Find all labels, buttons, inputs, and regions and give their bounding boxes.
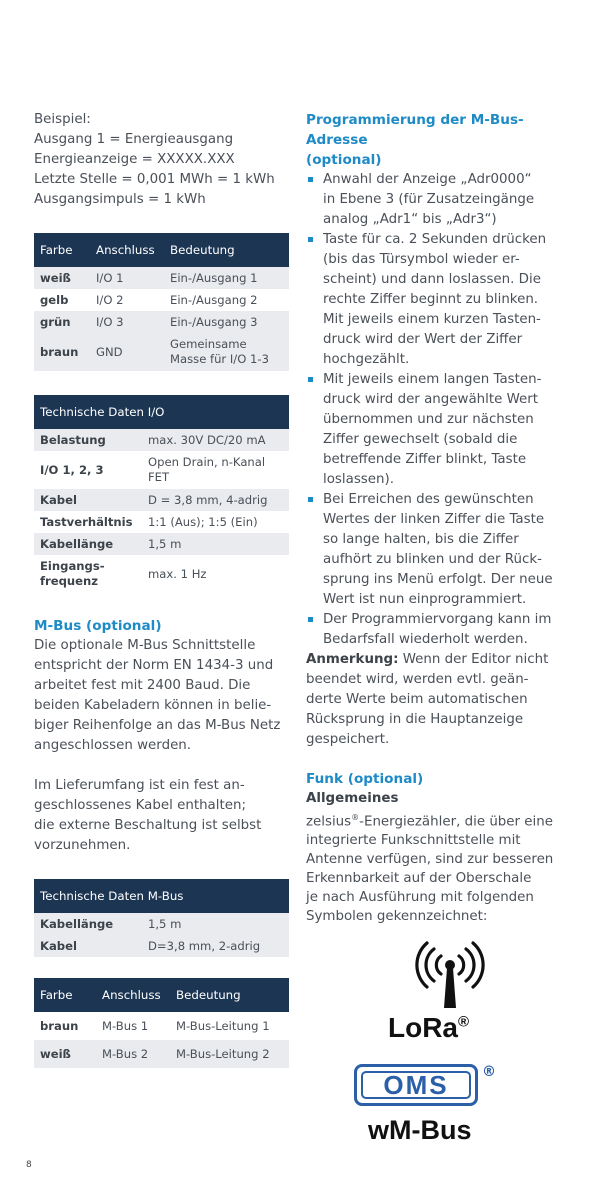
registered-mark: ® — [351, 813, 360, 822]
table-cell: M-Bus 1 — [102, 1019, 149, 1033]
table-cell: M-Bus-Leitung 2 — [170, 1040, 289, 1068]
tech-io-title: Technische Daten I/O — [34, 395, 289, 429]
table-row — [34, 1040, 289, 1068]
wmbus-logo: wM-Bus — [368, 1115, 472, 1145]
table-cell: Kabellänge — [34, 533, 142, 555]
bullet-icon — [308, 237, 313, 242]
radio-section — [306, 769, 568, 926]
table-cell: weiß — [34, 267, 90, 289]
lora-logo — [388, 1012, 508, 1052]
example-line: Letzte Stelle = 0,001 MWh = 1 kWh — [34, 172, 275, 187]
table-cell: Kabellänge — [34, 913, 142, 935]
table-cell: Tastverhältnis — [40, 515, 133, 529]
table-row — [34, 913, 289, 935]
table-cell: max. 30V DC/20 mA — [142, 429, 289, 451]
tech-mbus-title: Technische Daten M-Bus — [34, 879, 289, 913]
tech-mbus-table — [34, 879, 289, 957]
table-cell: Eingangs-frequenz — [40, 559, 105, 588]
mbus-heading: M-Bus (optional) — [34, 618, 162, 634]
example-line: Energieanzeige = XXXXX.XXX — [34, 152, 235, 167]
table-cell: max. 1 Hz — [148, 567, 207, 581]
note-line: beendet wird, werden evtl. geän- — [306, 672, 529, 687]
programming-heading-line: Programmierung der M-Bus-Adresse — [306, 112, 524, 148]
mbus-line: Die optionale M-Bus Schnittstelle — [34, 638, 256, 653]
radio-line: Symbolen gekennzeichnet: — [306, 909, 488, 925]
radio-heading: Funk (optional) — [306, 771, 424, 787]
table-cell: Kabel — [34, 489, 142, 511]
programming-steps — [306, 170, 568, 650]
table-cell: weiß — [34, 1040, 96, 1068]
table-cell: I/O 1 — [90, 267, 164, 289]
antenna-icon — [395, 940, 505, 1010]
radio-line: je nach Ausführung mit folgenden — [306, 890, 534, 906]
table-row — [34, 311, 289, 333]
radio-text: zelsius — [306, 814, 352, 830]
table-row — [34, 935, 289, 957]
io-table-header: Farbe — [34, 233, 90, 267]
list-item: Taste für ca. 2 Sekunden drücken (bis das Türsymbol wieder er- scheint) und dann loslassen. Die rechte Ziffer beginnt zu blinken. Mit jeweils einem kurzen Tasten- druck wird der Wert der Ziffer hochgezählt. — [306, 230, 568, 370]
radio-line: Erkennbarkeit auf der Oberschale — [306, 871, 532, 887]
table-row — [34, 555, 289, 593]
table-cell: Belastung — [34, 429, 142, 451]
table-row — [34, 489, 289, 511]
programming-section — [306, 110, 568, 650]
table-cell: braun — [40, 1019, 79, 1033]
bullet-icon — [308, 377, 313, 382]
registered-mark: ® — [458, 1013, 470, 1031]
registered-mark: ® — [482, 1064, 496, 1080]
mbus-line: geschlossenes Kabel enthalten; — [34, 798, 246, 813]
tech-io-table — [34, 395, 289, 593]
mbus-wires-header: Farbe — [34, 978, 96, 1012]
table-cell: I/O 3 — [90, 311, 164, 333]
table-cell: Open Drain, n-Kanal FET — [148, 455, 266, 484]
table-cell: I/O 1, 2, 3 — [40, 463, 104, 477]
example-line: Ausgangsimpuls = 1 kWh — [34, 192, 206, 207]
radio-text: -Energiezähler, die über eine — [359, 814, 553, 830]
table-cell: GND — [96, 345, 123, 359]
mbus-wires-header: Anschluss — [96, 978, 170, 1012]
radio-subheading: Allgemeines — [306, 791, 399, 806]
mbus-line: arbeitet fest mit 2400 Baud. Die — [34, 678, 251, 693]
example-line: Beispiel: — [34, 112, 91, 127]
oms-text: OMS — [383, 1070, 449, 1100]
table-cell: D=3,8 mm, 2-adrig — [148, 939, 261, 953]
list-item: Anwahl der Anzeige „Adr0000“ in Ebene 3 (für Zusatzeingänge analog „Adr1“ bis „Adr3“) — [306, 170, 568, 230]
note-line: Rücksprung in die Hauptanzeige — [306, 712, 524, 727]
oms-frame — [354, 1064, 478, 1106]
programming-heading-line: (optional) — [306, 152, 382, 168]
io-table-header: Anschluss — [90, 233, 164, 267]
mbus-line: die externe Beschaltung ist selbst — [34, 818, 262, 833]
table-cell: gelb — [40, 293, 69, 307]
bullet-icon — [308, 177, 313, 182]
mbus-wires-header: Bedeutung — [170, 978, 289, 1012]
io-table — [34, 233, 289, 371]
table-cell: 1,5 m — [142, 913, 289, 935]
mbus-line: entspricht der Norm EN 1434-3 und — [34, 658, 274, 673]
note-line: gespeichert. — [306, 732, 390, 747]
table-cell: I/O 2 — [96, 293, 124, 307]
table-cell: Gemeinsame Masse für I/O 1-3 — [170, 337, 269, 366]
mbus-wires-table — [34, 978, 289, 1068]
table-row — [34, 333, 289, 371]
radio-line: integrierte Funkschnittstelle mit — [306, 833, 521, 849]
note-line: derte Werte beim automatischen — [306, 692, 528, 707]
mbus-line: vorzunehmen. — [34, 838, 131, 853]
list-item: Der Programmiervorgang kann im Bedarfsfall wiederholt werden. — [306, 610, 568, 650]
mbus-line: beiden Kabeladern können in belie- — [34, 698, 272, 713]
programming-heading — [306, 110, 568, 170]
mbus-line: Im Lieferumfang ist ein fest an- — [34, 778, 245, 793]
note-text: Wenn der Editor nicht — [398, 652, 549, 667]
list-item: Mit jeweils einem langen Tasten- druck wird der angewählte Wert übernommen und zur nächsten Ziffer gewechselt (sobald die betreffende Ziffer blinkt, Taste loslassen). — [306, 370, 568, 490]
table-cell: grün — [34, 311, 90, 333]
table-cell: Ein-/Ausgang 3 — [164, 311, 289, 333]
table-cell: Ein-/Ausgang 1 — [164, 267, 289, 289]
note-label: Anmerkung: — [306, 652, 399, 667]
example-block — [34, 110, 294, 210]
table-cell: M-Bus-Leitung 1 — [176, 1019, 270, 1033]
table-cell: 1,5 m — [142, 533, 289, 555]
table-row — [34, 1012, 289, 1040]
table-row — [34, 289, 289, 311]
oms-logo — [354, 1064, 504, 1110]
table-cell: D = 3,8 mm, 4-adrig — [142, 489, 289, 511]
radio-line: Antenne verfügen, sind zur besseren — [306, 852, 554, 868]
list-item: Bei Erreichen des gewünschten Wertes der linken Ziffer die Taste so lange halten, bis die Ziffer aufhört zu blinken und der Rück- sprung ins Menü erfolgt. Der neue Wert ist nun einprogrammiert. — [306, 490, 568, 610]
table-cell: 1:1 (Aus); 1:5 (Ein) — [148, 515, 258, 529]
mbus-section — [34, 616, 296, 856]
table-cell: Kabel — [40, 939, 77, 953]
io-table-header: Bedeutung — [164, 233, 289, 267]
table-cell: M-Bus 2 — [96, 1040, 170, 1068]
page-number: 8 — [26, 1160, 32, 1170]
mbus-line: angeschlossen werden. — [34, 738, 192, 753]
note-block — [306, 650, 568, 750]
example-line: Ausgang 1 = Energieausgang — [34, 132, 234, 147]
table-row — [34, 429, 289, 451]
table-row — [34, 511, 289, 533]
table-cell: braun — [40, 345, 79, 359]
table-cell: Ein-/Ausgang 2 — [170, 293, 258, 307]
bullet-icon — [308, 617, 313, 622]
table-row — [34, 267, 289, 289]
mbus-line: biger Reihenfolge an das M-Bus Netz — [34, 718, 281, 733]
lora-text: LoRa — [388, 1012, 458, 1043]
table-row — [34, 451, 289, 489]
bullet-icon — [308, 497, 313, 502]
table-row — [34, 533, 289, 555]
